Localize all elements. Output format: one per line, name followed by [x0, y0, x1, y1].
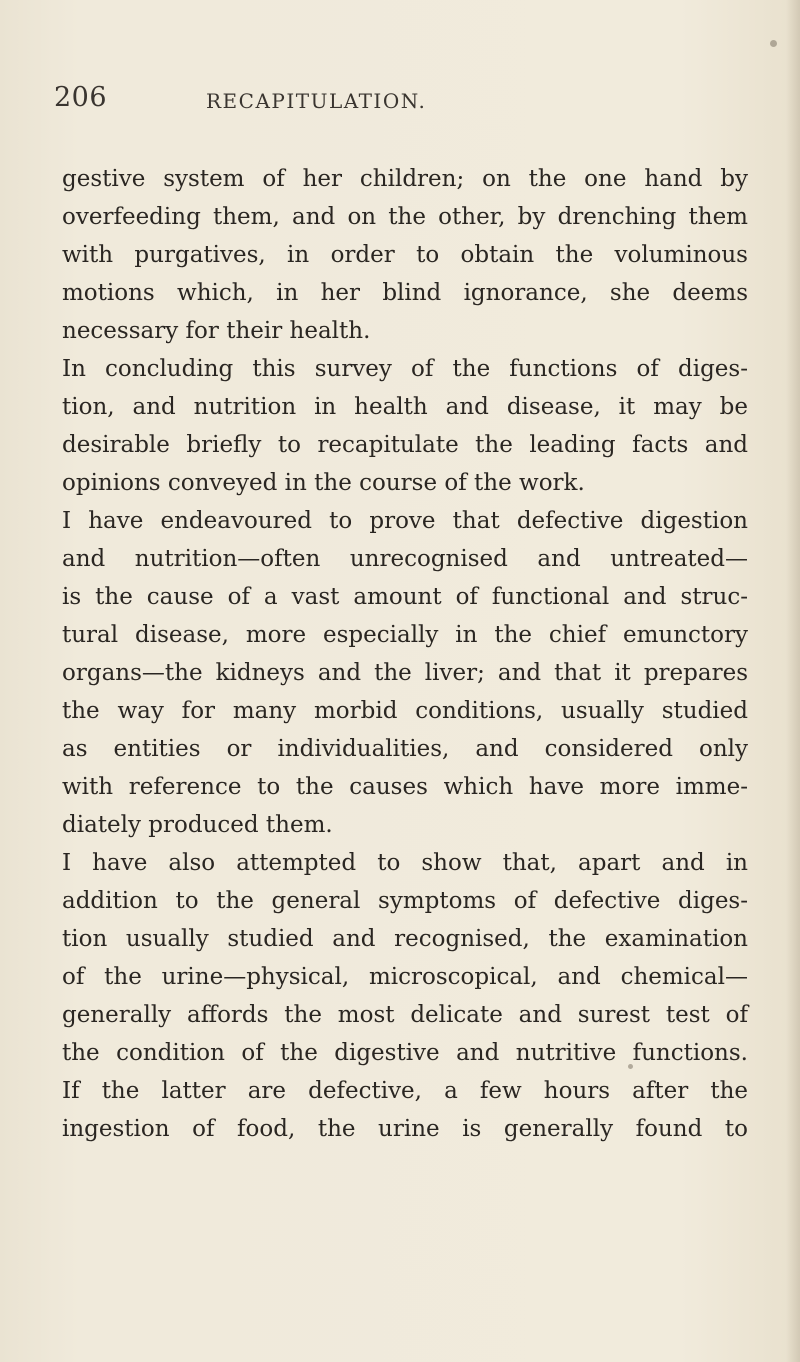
- text-line: with purgatives, in order to obtain the voluminous: [62, 242, 748, 268]
- text-line: If the latter are defective, a few hours after the: [62, 1078, 748, 1104]
- body-text: [62, 160, 748, 1148]
- text-line: diately produced them.: [62, 812, 333, 838]
- text-line: overfeeding them, and on the other, by drenching them: [62, 204, 748, 230]
- text-line: desirable briefly to recapitulate the leading facts and: [62, 432, 748, 458]
- text-line: gestive system of her children; on the one hand by: [62, 166, 748, 192]
- running-head: RECAPITULATION.: [206, 89, 427, 113]
- text-line: generally affords the most delicate and surest test of: [62, 1002, 748, 1028]
- text-line: the condition of the digestive and nutritive functions.: [62, 1040, 748, 1066]
- text-line: organs—the kidneys and the liver; and that it prepares: [62, 660, 748, 686]
- text-line: In concluding this survey of the functions of diges-: [62, 356, 748, 382]
- text-line: tural disease, more especially in the chief emunctory: [62, 622, 748, 648]
- text-line: tion, and nutrition in health and disease, it may be: [62, 394, 748, 420]
- text-line: is the cause of a vast amount of functional and struc-: [62, 584, 748, 610]
- text-line: I have also attempted to show that, apart and in: [62, 850, 748, 876]
- text-line: addition to the general symptoms of defective diges-: [62, 888, 748, 914]
- text-line: ingestion of food, the urine is generally found to: [62, 1116, 748, 1142]
- text-line: as entities or individualities, and considered only: [62, 736, 748, 762]
- page-number: 206: [54, 82, 108, 113]
- text-line: opinions conveyed in the course of the work.: [62, 470, 585, 496]
- text-line: with reference to the causes which have more imme-: [62, 774, 748, 800]
- text-line: of the urine—physical, microscopical, and chemical—: [62, 964, 748, 990]
- text-line: I have endeavoured to prove that defective digestion: [62, 508, 748, 534]
- text-line: and nutrition—often unrecognised and untreated—: [62, 546, 748, 572]
- paper-speck: [770, 40, 777, 47]
- text-line: the way for many morbid conditions, usually studied: [62, 698, 748, 724]
- text-line: necessary for their health.: [62, 318, 371, 344]
- text-line: motions which, in her blind ignorance, she deems: [62, 280, 748, 306]
- page-edge-shadow: [786, 0, 800, 1362]
- text-line: tion usually studied and recognised, the examination: [62, 926, 748, 952]
